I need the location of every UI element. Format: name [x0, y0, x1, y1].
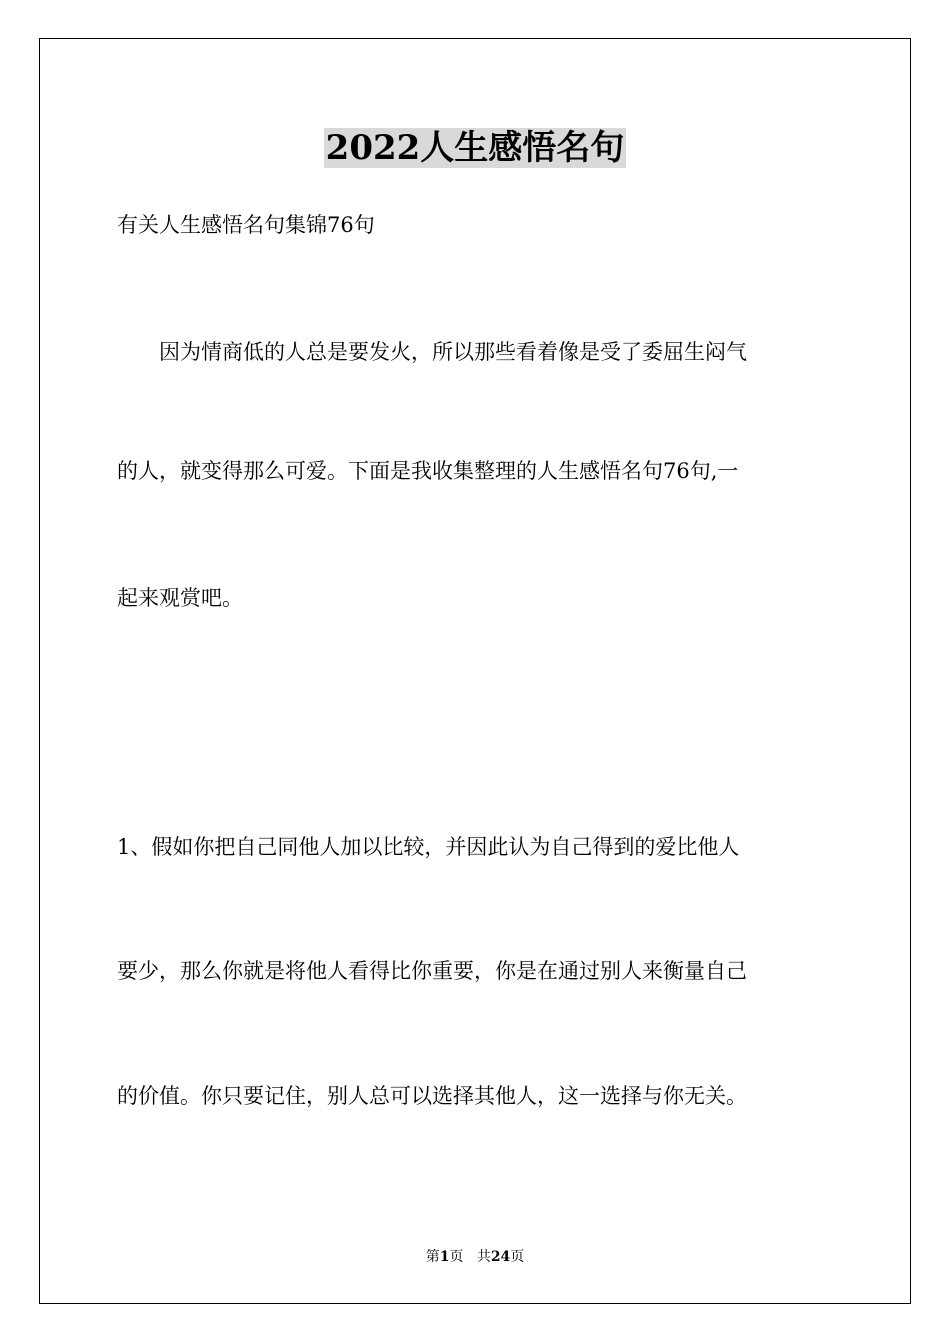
item-1-line-2: 要少，那么你就是将他人看得比你重要，你是在通过别人来衡量自己: [117, 959, 747, 983]
document-subtitle: 有关人生感悟名句集锦76句: [117, 213, 375, 237]
item-1-line-3: 的价值。你只要记住，别人总可以选择其他人，这一选择与你无关。: [117, 1084, 747, 1108]
page-footer: [0, 1248, 950, 1266]
footer-total-suffix: 页: [510, 1249, 525, 1265]
footer-total-pages: 24: [490, 1249, 511, 1265]
footer-prefix: 第: [425, 1249, 440, 1265]
footer-page-suffix: 页: [449, 1249, 464, 1265]
document-title-text: 2022人生感悟名句: [325, 128, 625, 168]
footer-total-prefix: 共: [476, 1249, 491, 1265]
footer-page-number: 1: [439, 1249, 450, 1265]
document-title: [0, 126, 950, 170]
intro-line-3: 起来观赏吧。: [117, 586, 243, 610]
item-1-line-1: 1、假如你把自己同他人加以比较，并因此认为自己得到的爱比他人: [117, 835, 740, 859]
intro-line-2: 的人，就变得那么可爱。下面是我收集整理的人生感悟名句76句,一: [117, 459, 739, 483]
intro-line-1: 因为情商低的人总是要发火，所以那些看着像是受了委屈生闷气: [117, 340, 747, 364]
